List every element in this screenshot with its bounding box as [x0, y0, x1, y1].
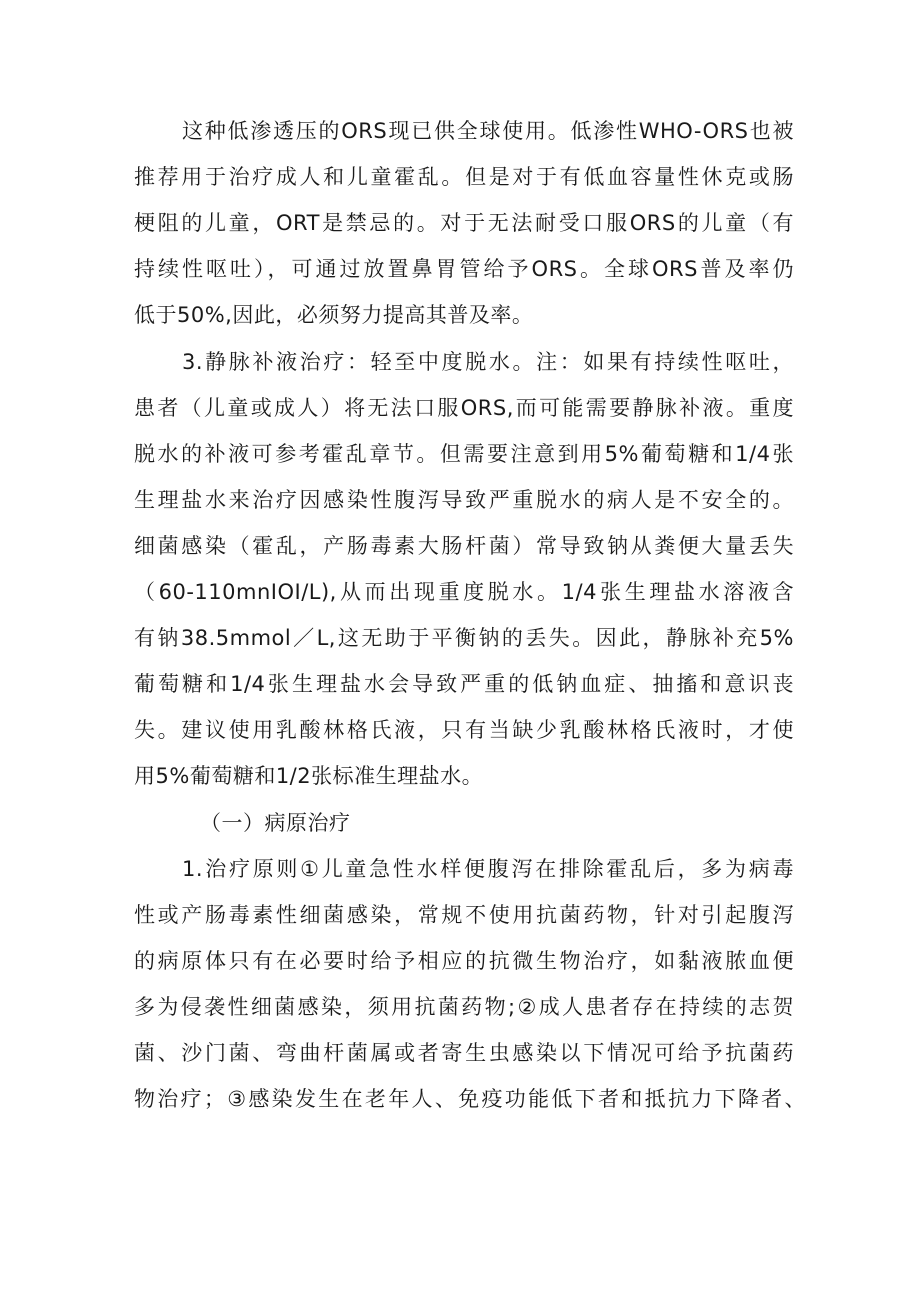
text-line: 这种低渗透压的ORS现已供全球使用。低渗性WHO-ORS也被 [182, 119, 794, 143]
text-line: 生理盐水来治疗因感染性腹泻导致严重脱水的病人是不安全的。 [134, 488, 794, 512]
text-line: 失。建议使用乳酸林格氏液，只有当缺少乳酸林格氏液时，才使 [134, 718, 794, 742]
text-line: 性或产肠毒素性细菌感染，常规不使用抗菌药物，针对引起腹泻 [134, 903, 794, 927]
text-line: 3.静脉补液治疗：轻至中度脱水。注：如果有持续性呕吐， [182, 350, 794, 374]
text-line: 物治疗；③感染发生在老年人、免疫功能低下者和抵抗力下降者、 [134, 1087, 806, 1111]
text-line: （60-110mnIOI/L),从而出现重度脱水。1/4张生理盐水溶液含 [134, 580, 794, 604]
text-line: 多为侵袭性细菌感染，须用抗菌药物;②成人患者存在持续的志贺 [134, 995, 794, 1019]
text-line: 的病原体只有在必要时给予相应的抗微生物治疗，如黏液脓血便 [134, 949, 794, 973]
text-line: 脱水的补液可参考霍乱章节。但需要注意到用5%葡萄糖和1/4张 [134, 442, 794, 466]
text-line: 持续性呕吐），可通过放置鼻胃管给予ORS。全球ORS普及率仍 [134, 257, 794, 281]
section-heading: （一）病原治疗 [200, 811, 351, 835]
text-line: 用5%葡萄糖和1/2张标准生理盐水。 [134, 764, 484, 788]
text-line: 推荐用于治疗成人和儿童霍乱。但是对于有低血容量性休克或肠 [134, 165, 794, 189]
text-line: 菌、沙门菌、弯曲杆菌属或者寄生虫感染以下情况可给予抗菌药 [134, 1041, 794, 1065]
text-line: 梗阻的儿童，ORT是禁忌的。对于无法耐受口服ORS的儿童（有 [134, 211, 794, 235]
text-line: 有钠38.5mmol／L,这无助于平衡钠的丢失。因此，静脉补充5% [134, 626, 794, 650]
text-line: 患者（儿童或成人）将无法口服ORS,而可能需要静脉补液。重度 [134, 396, 794, 420]
text-line: 1.治疗原则①儿童急性水样便腹泻在排除霍乱后，多为病毒 [182, 857, 794, 881]
text-line: 葡萄糖和1/4张生理盐水会导致严重的低钠血症、抽搐和意识丧 [134, 672, 794, 696]
text-line: 低于50%,因此，必须努力提高其普及率。 [134, 303, 534, 327]
text-line: 细菌感染（霍乱，产肠毒素大肠杆菌）常导致钠从粪便大量丢失 [134, 534, 794, 558]
